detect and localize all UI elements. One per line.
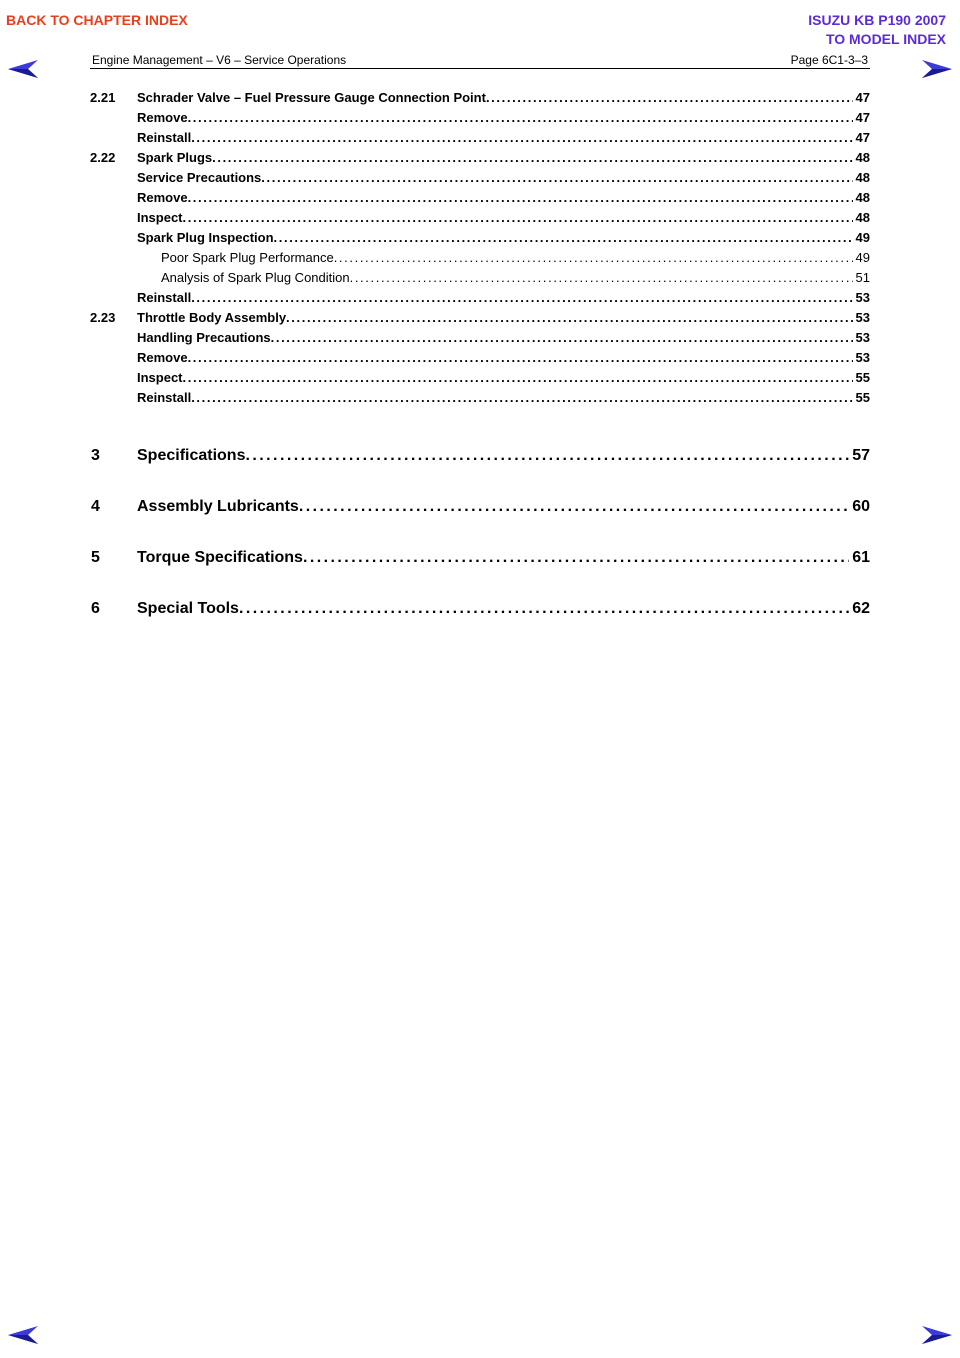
toc-entry-page: 55 [855, 390, 870, 405]
toc-chapter-page: 60 [852, 497, 870, 515]
toc-chapter[interactable] [90, 532, 870, 583]
toc-entry-page: 49 [855, 250, 870, 265]
toc-entry[interactable] [90, 330, 870, 350]
toc-entry[interactable] [90, 390, 870, 410]
toc-entry-page: 53 [855, 310, 870, 325]
toc-entry-title: Inspect [137, 210, 183, 225]
toc-chapter[interactable] [90, 430, 870, 481]
running-header [90, 52, 870, 69]
toc-entry-number: 2.21 [90, 90, 116, 105]
arrow-left-icon[interactable] [8, 60, 38, 78]
toc-subentry[interactable] [90, 250, 870, 270]
toc-entry-title: Inspect [137, 370, 183, 385]
toc-entry-page: 48 [855, 150, 870, 165]
toc-entry-title: Remove [137, 350, 188, 365]
toc-chapter-number: 5 [91, 549, 100, 566]
model-title-link[interactable]: ISUZU KB P190 2007 [808, 12, 946, 28]
arrow-right-icon[interactable] [922, 60, 952, 78]
toc-entry-page: 53 [855, 330, 870, 345]
toc-chapter[interactable] [90, 583, 870, 634]
toc-entry-title: Remove [137, 110, 188, 125]
toc-chapter-page: 62 [852, 599, 870, 617]
toc-entry-page: 47 [855, 90, 870, 105]
arrow-left-icon[interactable] [8, 1326, 38, 1344]
toc-entry-page: 49 [855, 230, 870, 245]
toc-chapter-number: 4 [91, 498, 100, 515]
toc-entry-page: 48 [855, 190, 870, 205]
toc-entry-title: Handling Precautions [137, 330, 271, 345]
toc-entry-page: 47 [855, 110, 870, 125]
back-to-chapter-index-link[interactable]: BACK TO CHAPTER INDEX [6, 12, 188, 28]
toc-entry-page: 48 [855, 170, 870, 185]
toc-entry-title: Service Precautions [137, 170, 262, 185]
toc-entry-title: Schrader Valve – Fuel Pressure Gauge Connection Point [137, 90, 486, 105]
toc-entry-page: 51 [855, 270, 870, 285]
toc-entry-title: Poor Spark Plug Performance [161, 250, 334, 265]
toc-entry-title: Throttle Body Assembly [137, 310, 287, 325]
toc-entry[interactable] [90, 170, 870, 190]
header-page-number: Page 6C1-3–3 [790, 53, 868, 67]
toc-chapter[interactable] [90, 481, 870, 532]
toc-entry[interactable] [90, 110, 870, 130]
toc-chapter-page: 57 [852, 446, 870, 464]
toc-entry-title: Spark Plugs [137, 150, 213, 165]
toc-entry[interactable] [90, 190, 870, 210]
toc-chapter-title: Special Tools [137, 599, 239, 617]
to-model-index-link[interactable]: TO MODEL INDEX [825, 31, 946, 47]
toc-entry-page: 48 [855, 210, 870, 225]
toc-entry[interactable] [90, 290, 870, 310]
toc-entry-title: Reinstall [137, 290, 192, 305]
toc-entry-page: 53 [855, 350, 870, 365]
toc-entry-page: 55 [855, 370, 870, 385]
toc-entry[interactable] [90, 310, 870, 330]
header-section-title: Engine Management – V6 – Service Operations [92, 53, 347, 67]
toc-entry-title: Analysis of Spark Plug Condition [161, 270, 350, 285]
toc-chapter-page: 61 [852, 548, 870, 566]
toc-entry[interactable] [90, 130, 870, 150]
toc-subentry[interactable] [90, 270, 870, 290]
toc-entry-title: Spark Plug Inspection [137, 230, 274, 245]
toc-chapter-title: Specifications [137, 446, 246, 464]
toc-entry[interactable] [90, 370, 870, 390]
toc-entry-title: Remove [137, 190, 188, 205]
toc-entry[interactable] [90, 90, 870, 110]
toc-entry[interactable] [90, 230, 870, 250]
toc-entry-number: 2.23 [90, 310, 116, 325]
toc-chapter-number: 3 [91, 447, 100, 464]
toc-entry[interactable] [90, 350, 870, 370]
toc-entry-title: Reinstall [137, 130, 192, 145]
toc-entry-page: 53 [855, 290, 870, 305]
toc-entry-number: 2.22 [90, 150, 116, 165]
toc-chapter-title: Torque Specifications [137, 548, 303, 566]
toc-chapter-title: Assembly Lubricants [137, 497, 299, 515]
toc-entry[interactable] [90, 150, 870, 170]
toc-entry-page: 47 [855, 130, 870, 145]
toc-chapter-number: 6 [91, 600, 100, 617]
table-of-contents [90, 90, 870, 634]
arrow-right-icon[interactable] [922, 1326, 952, 1344]
toc-entry-title: Reinstall [137, 390, 192, 405]
toc-entry[interactable] [90, 210, 870, 230]
